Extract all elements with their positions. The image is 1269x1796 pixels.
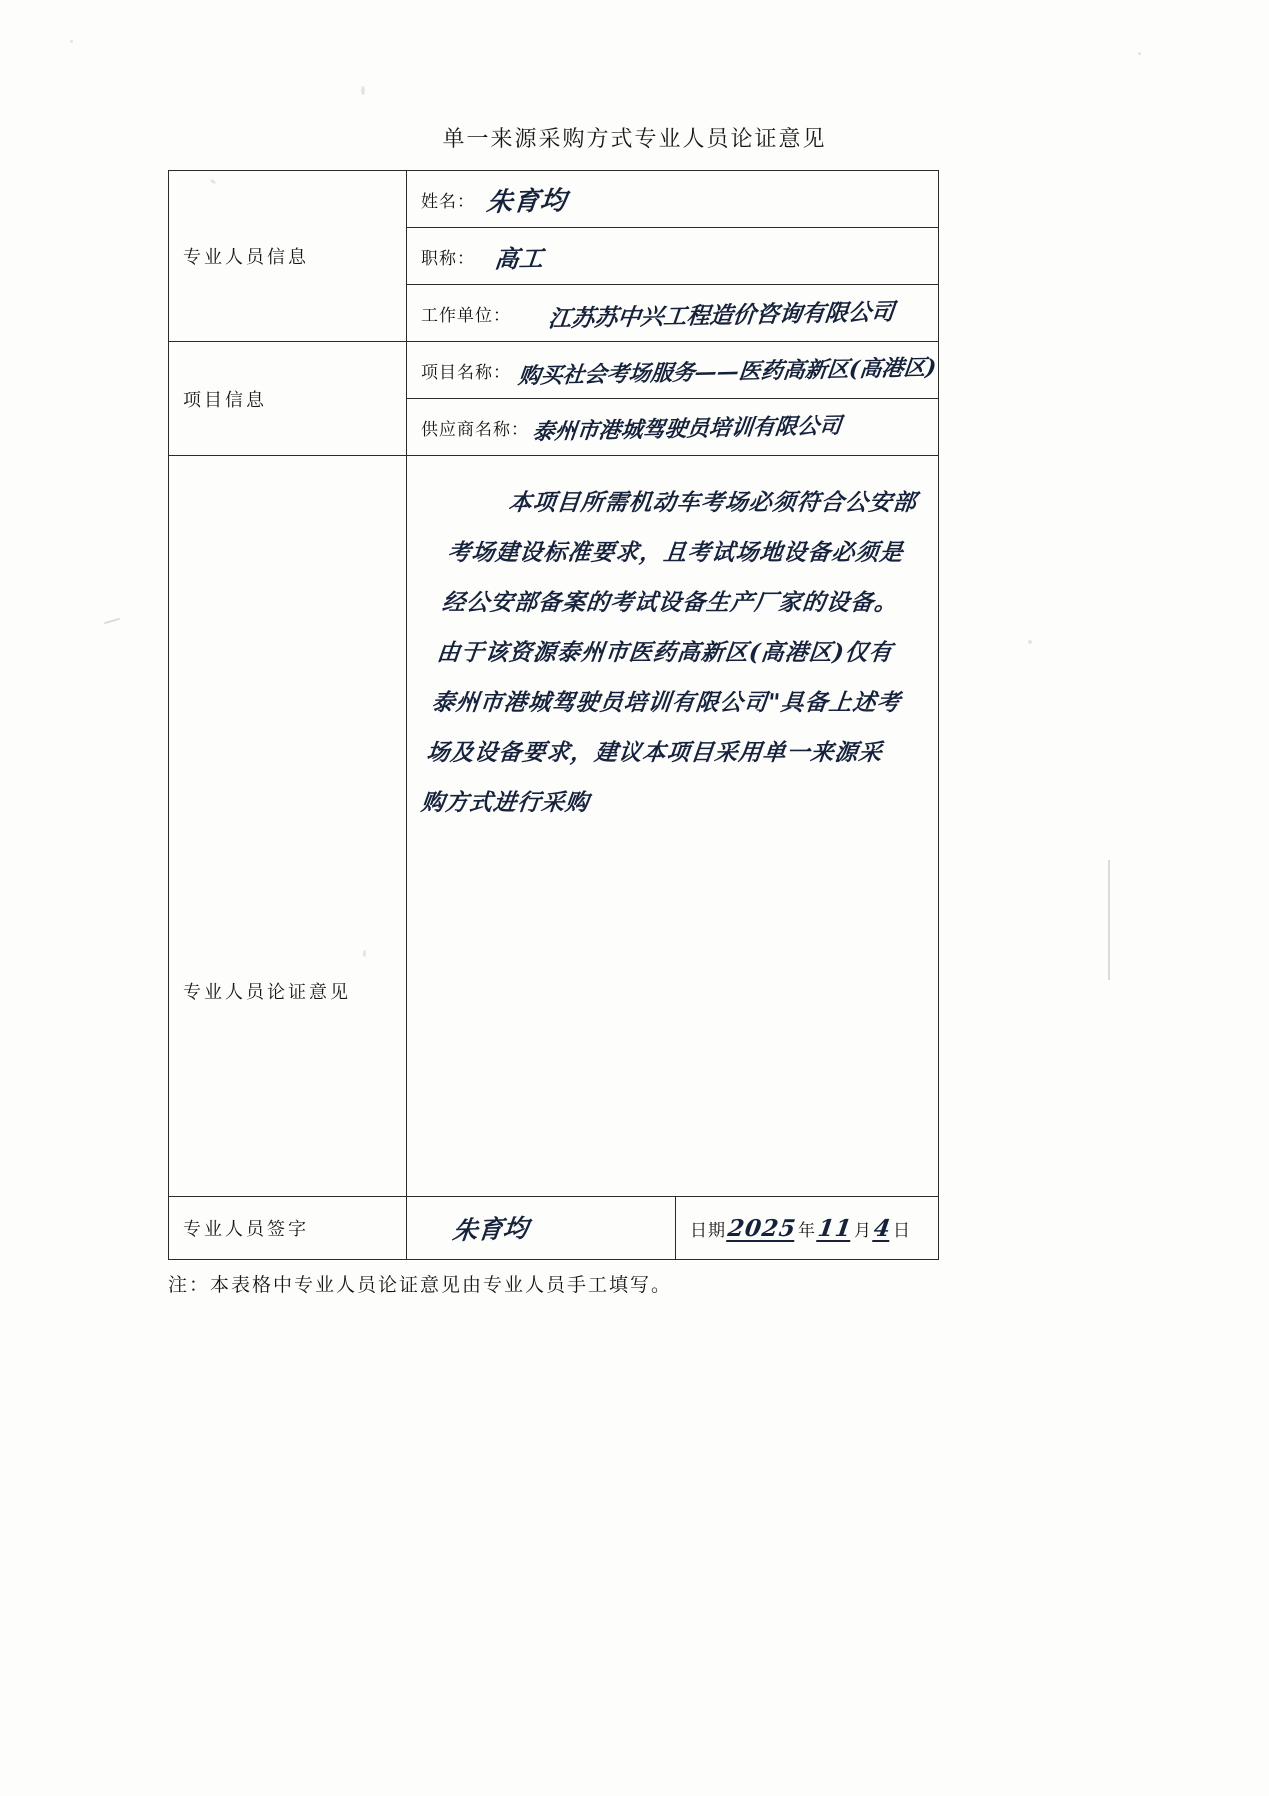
supplier-name-label: 供应商名称： [421, 419, 529, 440]
work-unit-value: 江苏苏中兴工程造价咨询有限公司 [547, 297, 896, 333]
project-name-label: 项目名称： [421, 362, 511, 383]
job-title-cell [407, 228, 939, 285]
date-cell [676, 1197, 938, 1259]
table-row [169, 171, 939, 228]
date-month-value: 11 [816, 1214, 854, 1242]
opinion-label-cell [169, 456, 407, 1197]
job-title-label: 职称： [421, 248, 475, 269]
project-info-label: 项目信息 [183, 389, 267, 411]
scan-speckle [70, 40, 73, 43]
supplier-name-value: 泰州市港城驾驶员培训有限公司 [531, 412, 843, 445]
signature-label-cell [169, 1197, 407, 1260]
signature-value: 朱育均 [451, 1213, 530, 1246]
date-year-suffix: 年 [798, 1220, 817, 1241]
opinion-form-table [168, 170, 939, 1260]
date-year-value: 2025 [726, 1214, 798, 1242]
date-day-value: 4 [872, 1214, 893, 1242]
signature-label: 专业人员签字 [183, 1219, 309, 1240]
signature-value-cell [407, 1197, 939, 1260]
form-note: 注：本表格中专业人员论证意见由专业人员手工填写。 [168, 1274, 673, 1296]
opinion-label: 专业人员论证意见 [183, 982, 351, 1003]
staff-info-label: 专业人员信息 [183, 247, 309, 268]
page-title: 单一来源采购方式专业人员论证意见 [442, 127, 827, 152]
opinion-value-cell [407, 456, 939, 1197]
table-row [169, 342, 939, 399]
date-month-suffix: 月 [854, 1220, 873, 1241]
staff-info-label-cell [169, 171, 407, 342]
scan-speckle [1028, 640, 1032, 644]
name-value: 朱育均 [485, 185, 568, 218]
date-prefix-label: 日期 [690, 1220, 726, 1241]
supplier-name-cell [407, 399, 939, 456]
table-row [169, 456, 939, 1197]
scan-speckle [1138, 52, 1141, 55]
work-unit-cell [407, 285, 939, 342]
project-info-label-cell [169, 342, 407, 456]
work-unit-label: 工作单位： [421, 305, 511, 326]
opinion-text: 本项目所需机动车考场必须符合公安部考场建设标准要求，且考试场地设备必须是经公安部备案的考试设备生产厂家的设备。由于该资源泰州市医药高新区(高港区)仅有泰州市港城驾驶员培训有限公司"具备上述考场及设备要求，建议本项目采用单一来源采购方式进行采购 [419, 489, 919, 816]
scan-mark [1108, 860, 1110, 980]
table-row [169, 1197, 939, 1260]
project-name-cell [407, 342, 939, 399]
name-label: 姓名： [421, 191, 475, 212]
date-day-suffix: 日 [893, 1220, 912, 1241]
job-title-value: 高工 [493, 242, 546, 274]
scan-speckle [361, 86, 365, 95]
name-cell [407, 171, 939, 228]
project-name-value: 购买社会考场服务——医药高新区(高港区) [517, 354, 938, 389]
scan-mark [104, 618, 120, 624]
